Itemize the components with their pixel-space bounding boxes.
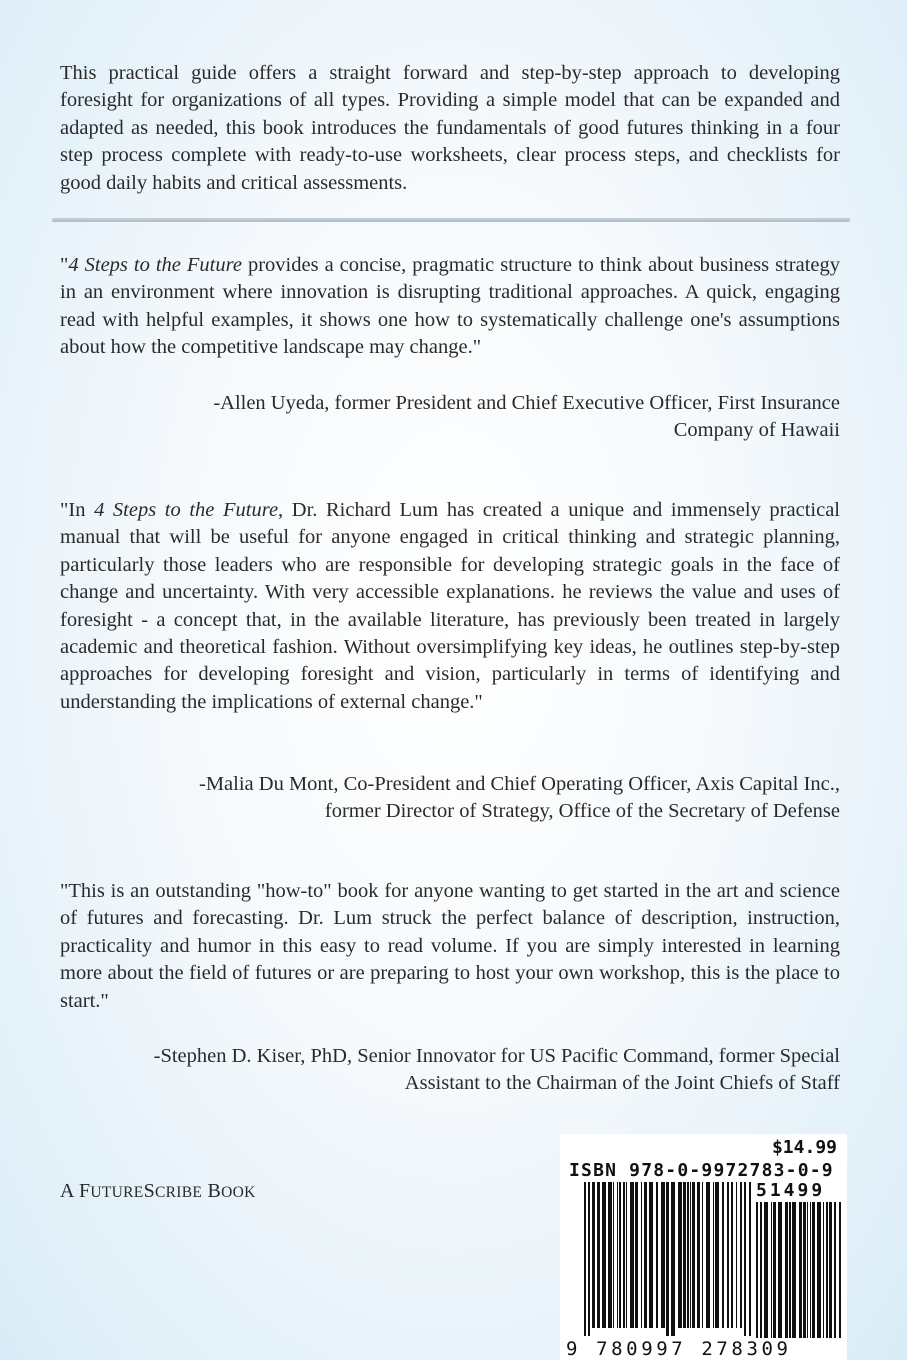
- barcode-bar: [744, 1182, 746, 1336]
- barcode-bar: [771, 1202, 772, 1338]
- publisher-imprint: A FUTURESCRIBE BOOK: [60, 1180, 256, 1202]
- price-addon-digits: 51499: [756, 1180, 826, 1201]
- price: $14.99: [771, 1137, 837, 1158]
- barcode-bar: [683, 1182, 686, 1328]
- barcode-bar: [656, 1182, 658, 1328]
- barcode-bar: [807, 1202, 808, 1338]
- barcode-bar: [666, 1182, 669, 1336]
- barcode-bar: [839, 1202, 841, 1338]
- barcode-bar: [623, 1182, 625, 1328]
- barcode-bar: [692, 1182, 695, 1328]
- isbn-number: ISBN 978-0-9972783-0-9: [569, 1160, 834, 1181]
- barcode-bar: [635, 1182, 638, 1328]
- barcode-bar: [785, 1202, 788, 1338]
- barcode-bar: [690, 1182, 691, 1328]
- book-title: 4 Steps to the Future: [94, 499, 279, 521]
- review-3-attribution: -Stephen D. Kiser, PhD, Senior Innovator for US Pacific Command, former Special Assistant to the Chairman of the Joint Chiefs of Staff: [153, 1045, 840, 1095]
- review-1-quote: "4 Steps to the Future provides a concise, pragmatic structure to think about business strategy in an environment where innovation is disrupting traditional approaches. A quick, engaging read with helpful examples, it shows one how to systematically challenge one's assumptions about how the competitive landscape may change.": [60, 254, 840, 359]
- barcode-bar: [630, 1182, 634, 1328]
- intro-paragraph: This practical guide offers a straight forward and step-by-step approach to developing foresight for organizations of all types. Providing a simple model that can be expanded and adapted as needed, this book introduces the fundamentals of good futures thinking in a four step process complete with ready-to-use worksheets, clear process steps, and checklists for good daily habits and critical assessments.: [60, 62, 840, 194]
- barcode-bar: [817, 1202, 821, 1338]
- barcode-bar: [588, 1182, 590, 1336]
- barcode-bar: [619, 1182, 621, 1328]
- barcode-bar: [740, 1182, 742, 1328]
- barcode-bar: [661, 1182, 665, 1328]
- ean-barcode: [584, 1182, 752, 1338]
- barcode-bar: [722, 1182, 724, 1328]
- barcode-bar: [697, 1182, 700, 1328]
- barcode-bar: [826, 1202, 828, 1338]
- barcode-bar: [749, 1182, 751, 1336]
- barcode-bar: [731, 1182, 733, 1328]
- barcode-bar: [641, 1182, 642, 1328]
- review-2-quote: "In 4 Steps to the Future, Dr. Richard Lum has created a unique and immensely practical manual that will be useful for anyone engaged in critical thinking and strategic planning, particularly those leaders who are responsible for developing strategic goals in the face of change and uncertainty. With very accessible explanations. he reviews the value and uses of foresight - a concept that, in the available literature, has previously been treated in largely academic and theoretical fashion. Without oversimplifying key ideas, he outlines step-by-step approaches for developing foresight and vision, particularly in terms of identifying and understanding the implications of external change.": [60, 499, 840, 713]
- barcode-bar: [602, 1182, 606, 1328]
- barcode-bar: [715, 1182, 719, 1328]
- barcode-bar: [764, 1202, 768, 1338]
- barcode-bar: [727, 1182, 729, 1328]
- barcode-bar: [812, 1202, 815, 1338]
- barcode-bar: [789, 1202, 791, 1338]
- barcode-bar: [702, 1182, 703, 1328]
- barcode-bar: [760, 1202, 762, 1338]
- barcode-label: [560, 1134, 847, 1360]
- book-title: 4 Steps to the Future: [68, 254, 242, 276]
- barcode-bar: [649, 1182, 653, 1328]
- barcode-bar: [829, 1202, 832, 1338]
- barcode-bar: [756, 1202, 758, 1338]
- review-3-quote: "This is an outstanding "how-to" book for anyone wanting to get started in the art and science of futures and forecasting. Dr. Lum struck the perfect balance of description, instruction, practicality and humor in this easy to read volume. If you are simply interested in learning more about the field of futures or are preparing to host your own workshop, this is the place to start.": [60, 880, 840, 1012]
- barcode-bar: [617, 1182, 618, 1328]
- barcode-bar: [644, 1182, 647, 1328]
- section-divider: [52, 218, 850, 222]
- barcode-bar: [799, 1202, 802, 1338]
- barcode-bar: [626, 1182, 627, 1328]
- barcode-bar: [706, 1182, 710, 1328]
- barcode-bar: [687, 1182, 689, 1328]
- review-2-attribution: -Malia Du Mont, Co-President and Chief Operating Officer, Axis Capital Inc., former Director of Strategy, Office of the Secretary of Defense: [199, 773, 840, 823]
- ean-digits: 9 780997 278309: [566, 1338, 792, 1360]
- barcode-bar: [678, 1182, 682, 1328]
- barcode-bar: [792, 1202, 796, 1338]
- barcode-bar: [736, 1182, 737, 1328]
- barcode-bar: [597, 1182, 600, 1328]
- barcode-bar: [773, 1202, 776, 1338]
- barcode-bar: [834, 1202, 836, 1338]
- barcode-bar: [778, 1202, 782, 1338]
- barcode-bar: [823, 1202, 824, 1338]
- barcode-bar: [810, 1202, 811, 1338]
- barcode-bar: [584, 1182, 586, 1336]
- addon-barcode: [756, 1202, 842, 1338]
- barcode-bar: [608, 1182, 612, 1328]
- barcode-bar: [613, 1182, 614, 1328]
- barcode-bar: [671, 1182, 675, 1336]
- barcode-bar: [592, 1182, 595, 1328]
- barcode-bar: [803, 1202, 806, 1338]
- review-1-attribution: -Allen Uyeda, former President and Chief Executive Officer, First Insurance Company of Hawaii: [213, 392, 840, 442]
- barcode-bar: [713, 1182, 714, 1328]
